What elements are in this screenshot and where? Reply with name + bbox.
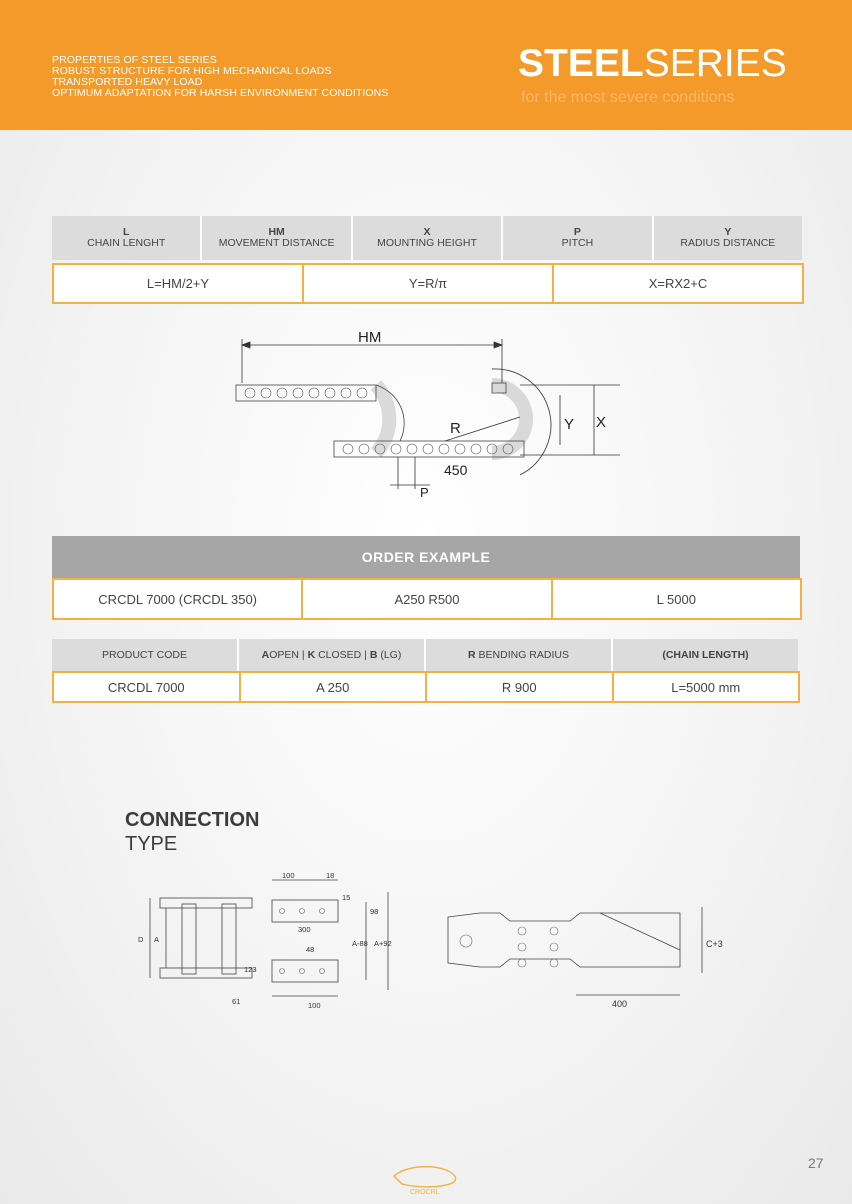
product-cell: CRCDL 7000 [52,671,241,703]
header-k: K [307,649,316,661]
dim-61: 61 [232,997,241,1006]
y-label: Y [564,416,575,433]
header-open: OPEN | [269,649,305,661]
dim-98: 98 [370,907,379,916]
logo-text: CROCRL [410,1189,440,1196]
header-key: L [122,226,130,238]
product-cell: A 250 [239,671,428,703]
series-title-bold: STEEL [518,42,644,85]
header-key: P [573,226,581,238]
right-chain-link [222,904,236,974]
left-bend [376,385,389,453]
header-label: MOUNTING HEIGHT [377,237,477,249]
order-cell: A250 R500 [301,578,552,620]
page-number: 27 [808,1155,824,1171]
dim-48: 48 [306,945,315,954]
r-label: R [450,420,461,437]
property-item: OPTIMUM ADAPTATION FOR HARSH ENVIRONMENT CONDITIONS [52,87,389,99]
upper-chain-links [245,388,367,398]
right-bend [492,385,526,453]
dim-450-label: 450 [444,462,468,478]
header-cell-y [654,216,802,260]
connection-subtitle: TYPE [125,833,178,855]
connection-drawing-right [440,895,730,1010]
logo-crocodile-shape [394,1167,456,1187]
header-a: A [261,649,270,661]
brand-logo [388,1160,464,1200]
header-label: RADIUS DISTANCE [680,237,776,249]
order-example-table [52,536,800,620]
product-table [52,639,798,703]
header-bar [0,0,852,130]
header-cell-hm [202,216,352,260]
header-label: CHAIN LENGHT [87,237,166,249]
bottom-flange [160,968,252,978]
header-opening [239,639,426,671]
formula-cell: L=HM/2+Y [52,263,304,304]
order-cell: CRCDL 7000 (CRCDL 350) [52,578,303,620]
dim-a-88: A-88 [352,939,368,948]
property-item: PROPERTIES OF STEEL SERIES [52,54,217,66]
properties-list [52,55,388,99]
formula-cell: X=RX2+C [552,263,804,304]
property-item: TRANSPORTED HEAVY LOAD [52,76,203,88]
formula-row [52,263,802,304]
series-title-light: SERIES [643,42,787,85]
connection-title: CONNECTION [125,809,260,831]
order-cell: L 5000 [551,578,802,620]
bracket-edge [600,913,680,950]
arrow-head [242,342,250,348]
chain-geometry-diagram [230,325,630,505]
header-cell-l [52,216,202,260]
product-table-header [52,639,798,671]
dim-d: D [138,935,144,944]
series-title [518,42,818,86]
left-chain-link [182,904,196,974]
dim-100-bottom: 100 [308,1001,321,1010]
bottom-bracket [272,960,338,982]
dim-18: 18 [326,871,335,880]
product-cell: R 900 [425,671,614,703]
dim-c3: C+3 [706,939,723,949]
header-key: HM [268,226,285,238]
formula-cell: Y=R/π [302,263,554,304]
formula-table-header [52,216,802,260]
top-bracket [272,900,338,922]
header-product-code: PRODUCT CODE [52,639,239,671]
product-row [52,671,798,703]
x-label: X [596,414,607,431]
header-chain-length-label: (CHAIN LENGTH) [662,649,749,661]
top-flange [160,898,252,908]
dim-a: A [154,935,160,944]
order-example-title: ORDER EXAMPLE [52,536,800,578]
property-item: ROBUST STRUCTURE FOR HIGH MECHANICAL LOADS [52,65,332,77]
header-key: Y [724,226,732,238]
header-b: B [369,649,378,661]
dim-123: 123 [244,965,257,974]
dim-400: 400 [612,999,628,1009]
p-label: P [420,485,429,500]
header-closed: CLOSED | [318,649,367,661]
header-bending-radius [426,639,613,671]
dim-100-top: 100 [282,871,295,880]
header-label: MOVEMENT DISTANCE [218,237,335,249]
bracket-plate [448,913,680,967]
header-cell-p [503,216,653,260]
order-example-row [52,578,800,620]
header-chain-length [613,639,798,671]
connection-drawing-left [130,868,410,1013]
dim-15: 15 [342,893,351,902]
header-lg: (LG) [380,649,402,661]
header-r: R [468,649,476,661]
dim-a-92: A+92 [374,939,392,948]
upper-chain-run [236,385,376,401]
arrow-head [494,342,502,348]
header-bending: BENDING RADIUS [478,649,569,661]
series-tagline: for the most severe conditions [521,89,735,106]
header-label: PITCH [561,237,594,249]
hm-label: HM [358,329,382,346]
dim-300: 300 [298,925,311,934]
header-cell-x [353,216,503,260]
lower-chain-links [343,444,513,454]
header-key: X [423,226,431,238]
product-cell: L=5000 mm [612,671,801,703]
formula-table [52,216,802,304]
